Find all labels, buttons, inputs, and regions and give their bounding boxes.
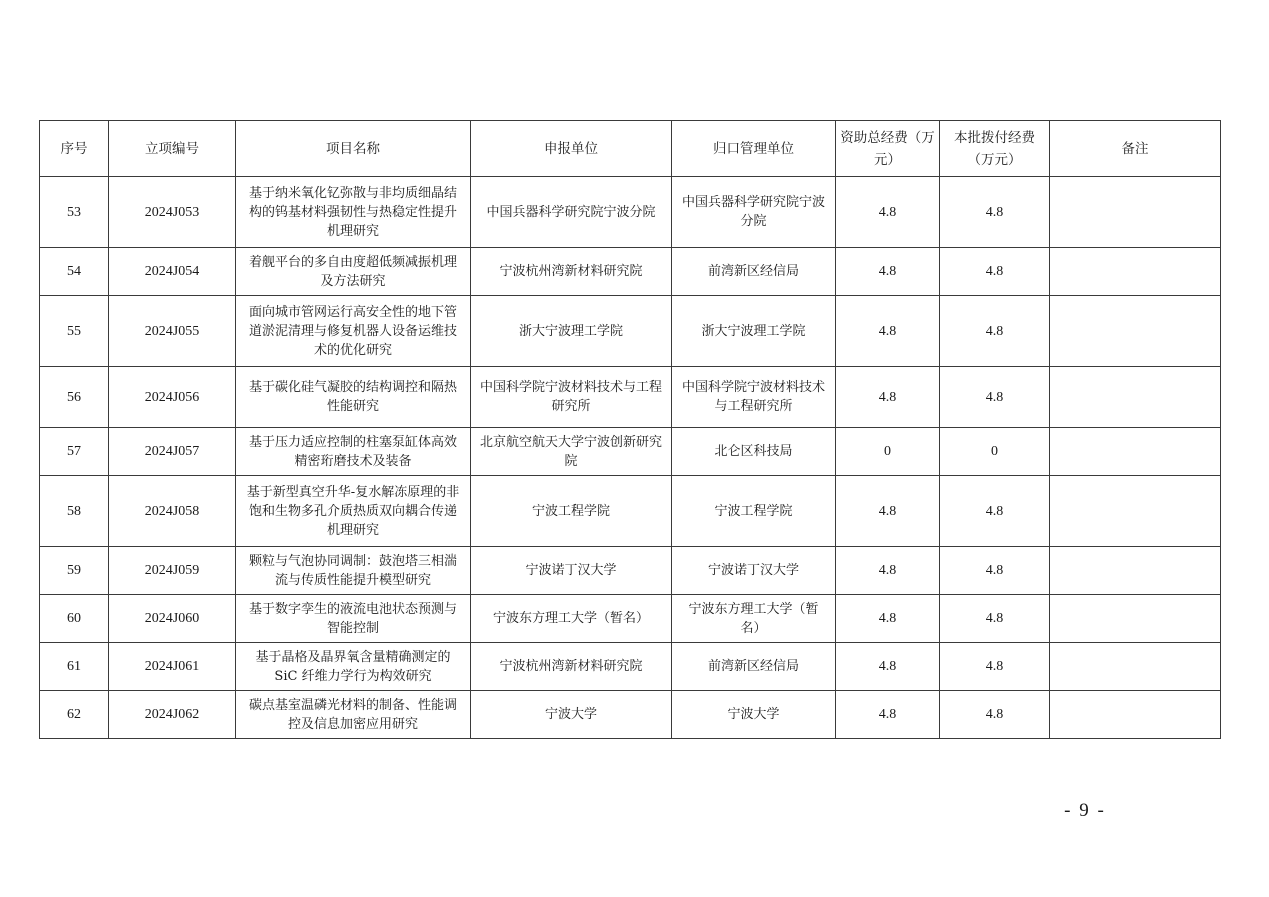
row-applicant: 中国科学院宁波材料技术与工程研究所 bbox=[471, 367, 672, 428]
row-code: 2024J059 bbox=[109, 547, 236, 595]
table-row bbox=[40, 248, 1221, 296]
row-project-name: 基于碳化硅气凝胶的结构调控和隔热性能研究 bbox=[236, 367, 471, 428]
row-project-name: 基于纳米氧化钇弥散与非均质细晶结构的钨基材料强韧性与热稳定性提升机理研究 bbox=[236, 177, 471, 248]
row-batch-funding: 4.8 bbox=[940, 177, 1050, 248]
header-applicant: 申报单位 bbox=[471, 121, 672, 177]
row-project-name: 面向城市管网运行高安全性的地下管道淤泥清理与修复机器人设备运维技术的优化研究 bbox=[236, 296, 471, 367]
row-applicant: 宁波诺丁汉大学 bbox=[471, 547, 672, 595]
row-seq: 53 bbox=[40, 177, 109, 248]
row-code: 2024J054 bbox=[109, 248, 236, 296]
row-applicant: 北京航空航天大学宁波创新研究院 bbox=[471, 428, 672, 476]
row-code: 2024J055 bbox=[109, 296, 236, 367]
header-name: 项目名称 bbox=[236, 121, 471, 177]
row-manager: 中国兵器科学研究院宁波分院 bbox=[672, 177, 836, 248]
row-total-funding: 4.8 bbox=[836, 691, 940, 739]
row-seq: 62 bbox=[40, 691, 109, 739]
row-note bbox=[1050, 643, 1221, 691]
row-note bbox=[1050, 595, 1221, 643]
funding-table-container bbox=[39, 120, 1220, 739]
row-note bbox=[1050, 547, 1221, 595]
row-applicant: 宁波工程学院 bbox=[471, 476, 672, 547]
row-batch-funding: 4.8 bbox=[940, 595, 1050, 643]
row-project-name: 颗粒与气泡协同调制：鼓泡塔三相湍流与传质性能提升模型研究 bbox=[236, 547, 471, 595]
row-manager: 中国科学院宁波材料技术与工程研究所 bbox=[672, 367, 836, 428]
row-manager: 前湾新区经信局 bbox=[672, 643, 836, 691]
table-body bbox=[40, 177, 1221, 739]
row-note bbox=[1050, 177, 1221, 248]
row-batch-funding: 4.8 bbox=[940, 367, 1050, 428]
row-project-name: 着舰平台的多自由度超低频减振机理及方法研究 bbox=[236, 248, 471, 296]
row-applicant: 宁波杭州湾新材料研究院 bbox=[471, 248, 672, 296]
header-manager: 归口管理单位 bbox=[672, 121, 836, 177]
table-row bbox=[40, 547, 1221, 595]
row-manager: 宁波大学 bbox=[672, 691, 836, 739]
row-code: 2024J053 bbox=[109, 177, 236, 248]
row-manager: 北仑区科技局 bbox=[672, 428, 836, 476]
row-batch-funding: 4.8 bbox=[940, 296, 1050, 367]
row-seq: 61 bbox=[40, 643, 109, 691]
row-total-funding: 4.8 bbox=[836, 476, 940, 547]
row-batch-funding: 4.8 bbox=[940, 547, 1050, 595]
row-manager: 浙大宁波理工学院 bbox=[672, 296, 836, 367]
row-project-name: 基于晶格及晶界氧含量精确测定的 SiC 纤维力学行为构效研究 bbox=[236, 643, 471, 691]
table-row bbox=[40, 476, 1221, 547]
row-note bbox=[1050, 476, 1221, 547]
row-manager: 前湾新区经信局 bbox=[672, 248, 836, 296]
row-seq: 56 bbox=[40, 367, 109, 428]
row-seq: 58 bbox=[40, 476, 109, 547]
row-batch-funding: 0 bbox=[940, 428, 1050, 476]
row-total-funding: 4.8 bbox=[836, 643, 940, 691]
row-project-name: 基于数字孪生的液流电池状态预测与智能控制 bbox=[236, 595, 471, 643]
row-project-name: 基于压力适应控制的柱塞泵缸体高效精密珩磨技术及装备 bbox=[236, 428, 471, 476]
row-seq: 54 bbox=[40, 248, 109, 296]
row-project-name: 碳点基室温磷光材料的制备、性能调控及信息加密应用研究 bbox=[236, 691, 471, 739]
header-seq: 序号 bbox=[40, 121, 109, 177]
row-note bbox=[1050, 296, 1221, 367]
row-total-funding: 4.8 bbox=[836, 547, 940, 595]
table-header-row bbox=[40, 121, 1221, 177]
table-row bbox=[40, 428, 1221, 476]
table-row bbox=[40, 177, 1221, 248]
row-note bbox=[1050, 428, 1221, 476]
row-manager: 宁波东方理工大学（暂名） bbox=[672, 595, 836, 643]
page-number: - 9 - bbox=[1064, 800, 1106, 821]
row-seq: 57 bbox=[40, 428, 109, 476]
row-manager: 宁波诺丁汉大学 bbox=[672, 547, 836, 595]
row-seq: 59 bbox=[40, 547, 109, 595]
row-applicant: 浙大宁波理工学院 bbox=[471, 296, 672, 367]
row-batch-funding: 4.8 bbox=[940, 691, 1050, 739]
row-applicant: 宁波大学 bbox=[471, 691, 672, 739]
header-note: 备注 bbox=[1050, 121, 1221, 177]
row-manager: 宁波工程学院 bbox=[672, 476, 836, 547]
row-applicant: 宁波东方理工大学（暂名） bbox=[471, 595, 672, 643]
row-total-funding: 0 bbox=[836, 428, 940, 476]
header-batch-funding: 本批拨付经费（万元） bbox=[940, 121, 1050, 177]
row-total-funding: 4.8 bbox=[836, 248, 940, 296]
row-applicant: 中国兵器科学研究院宁波分院 bbox=[471, 177, 672, 248]
row-code: 2024J062 bbox=[109, 691, 236, 739]
table-row bbox=[40, 595, 1221, 643]
row-batch-funding: 4.8 bbox=[940, 248, 1050, 296]
row-project-name: 基于新型真空升华-复水解冻原理的非饱和生物多孔介质热质双向耦合传递机理研究 bbox=[236, 476, 471, 547]
table-row bbox=[40, 691, 1221, 739]
table-row bbox=[40, 296, 1221, 367]
funding-table bbox=[39, 120, 1221, 739]
row-seq: 55 bbox=[40, 296, 109, 367]
row-note bbox=[1050, 691, 1221, 739]
row-total-funding: 4.8 bbox=[836, 296, 940, 367]
row-code: 2024J061 bbox=[109, 643, 236, 691]
table-row bbox=[40, 643, 1221, 691]
row-total-funding: 4.8 bbox=[836, 595, 940, 643]
row-code: 2024J057 bbox=[109, 428, 236, 476]
row-code: 2024J058 bbox=[109, 476, 236, 547]
header-code: 立项编号 bbox=[109, 121, 236, 177]
row-code: 2024J056 bbox=[109, 367, 236, 428]
row-batch-funding: 4.8 bbox=[940, 643, 1050, 691]
header-total-funding: 资助总经费（万元） bbox=[836, 121, 940, 177]
row-note bbox=[1050, 248, 1221, 296]
table-row bbox=[40, 367, 1221, 428]
row-seq: 60 bbox=[40, 595, 109, 643]
row-note bbox=[1050, 367, 1221, 428]
row-batch-funding: 4.8 bbox=[940, 476, 1050, 547]
row-code: 2024J060 bbox=[109, 595, 236, 643]
row-total-funding: 4.8 bbox=[836, 367, 940, 428]
row-applicant: 宁波杭州湾新材料研究院 bbox=[471, 643, 672, 691]
row-total-funding: 4.8 bbox=[836, 177, 940, 248]
